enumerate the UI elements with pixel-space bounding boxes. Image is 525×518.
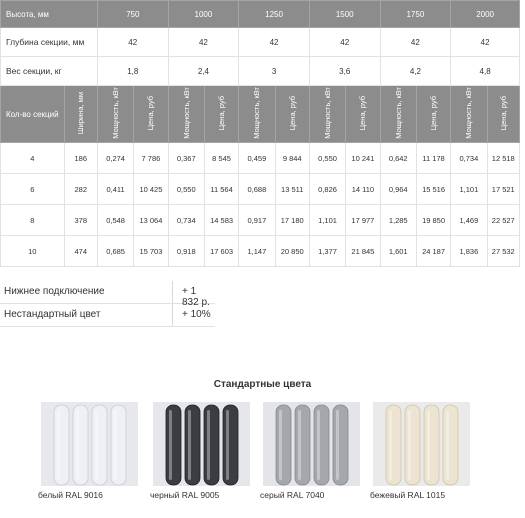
depth-value: 42 (380, 28, 451, 57)
table-row (1, 236, 520, 267)
price-cell: 8 545 (204, 143, 238, 174)
height-750: 750 (97, 1, 168, 28)
power-header: Мощность, кВт (97, 86, 133, 143)
sections-cell: 4 (1, 143, 65, 174)
extra-value: + 10% (182, 309, 211, 320)
sections-cell: 8 (1, 205, 65, 236)
table-row (1, 174, 520, 205)
height-1750: 1750 (380, 1, 451, 28)
price-cell: 24 187 (416, 236, 450, 267)
section-highlight (207, 410, 210, 480)
power-cell: 1,101 (309, 205, 345, 236)
power-header: Мощность, кВт (168, 86, 204, 143)
radiator-section (111, 405, 126, 485)
radiator-section (185, 405, 200, 485)
height-1000: 1000 (168, 1, 239, 28)
power-cell: 0,411 (97, 174, 133, 205)
power-cell: 0,459 (239, 143, 275, 174)
sections-header: Кол-во секций (1, 86, 65, 143)
colors-title: Стандартные цвета (213, 379, 312, 390)
extras-list (0, 281, 215, 327)
depth-value: 42 (168, 28, 239, 57)
swatch-label: серый RAL 7040 (260, 490, 325, 500)
price-cell: 11 178 (416, 143, 450, 174)
price-cell: 27 532 (487, 236, 519, 267)
section-highlight (95, 410, 98, 480)
radiator-section (276, 405, 291, 485)
power-cell: 1,601 (380, 236, 416, 267)
price-cell: 20 850 (275, 236, 309, 267)
power-cell: 0,688 (239, 174, 275, 205)
sections-cell: 6 (1, 174, 65, 205)
radiator-image (41, 402, 138, 486)
height-2000: 2000 (451, 1, 520, 28)
price-header: Цена, руб (275, 86, 309, 143)
color-swatch (41, 402, 138, 486)
price-header: Цена, руб (134, 86, 168, 143)
price-cell: 9 844 (275, 143, 309, 174)
extra-row-bottom-connection (0, 281, 215, 308)
price-cell: 14 110 (346, 174, 380, 205)
weight-value: 2,4 (168, 57, 239, 86)
power-cell: 0,918 (168, 236, 204, 267)
extra-row-custom-color (0, 304, 215, 327)
radiator-section (405, 405, 420, 485)
power-cell: 1,147 (239, 236, 275, 267)
section-highlight (408, 410, 411, 480)
power-cell: 0,964 (380, 174, 416, 205)
power-cell: 0,274 (97, 143, 133, 174)
height-row (1, 1, 520, 28)
price-cell: 17 521 (487, 174, 519, 205)
radiator-section (295, 405, 310, 485)
price-cell: 15 516 (416, 174, 450, 205)
sections-cell: 10 (1, 236, 65, 267)
width-cell: 474 (64, 236, 97, 267)
width-header: Ширина, мм (64, 86, 97, 143)
radiator-section (314, 405, 329, 485)
height-1250: 1250 (239, 1, 310, 28)
price-header: Цена, руб (204, 86, 238, 143)
price-cell: 10 425 (134, 174, 168, 205)
weight-value: 3,6 (309, 57, 380, 86)
section-highlight (226, 410, 229, 480)
depth-value: 42 (97, 28, 168, 57)
extra-value: + 1 832 р. (182, 286, 210, 308)
weight-value: 4,8 (451, 57, 520, 86)
extra-label: Нижнее подключение (4, 286, 105, 297)
extra-divider (172, 281, 173, 303)
section-highlight (389, 410, 392, 480)
width-cell: 282 (64, 174, 97, 205)
price-cell: 7 786 (134, 143, 168, 174)
width-cell: 186 (64, 143, 97, 174)
power-cell: 0,734 (451, 143, 487, 174)
power-cell: 1,285 (380, 205, 416, 236)
color-swatch (263, 402, 360, 486)
power-cell: 1,836 (451, 236, 487, 267)
section-highlight (188, 410, 191, 480)
power-cell: 0,917 (239, 205, 275, 236)
table-row (1, 205, 520, 236)
price-cell: 19 850 (416, 205, 450, 236)
swatch-label: белый RAL 9016 (38, 490, 103, 500)
price-cell: 14 583 (204, 205, 238, 236)
height-1500: 1500 (309, 1, 380, 28)
price-header: Цена, руб (416, 86, 450, 143)
radiator-section (386, 405, 401, 485)
power-cell: 1,101 (451, 174, 487, 205)
power-cell: 1,469 (451, 205, 487, 236)
price-cell: 22 527 (487, 205, 519, 236)
width-cell: 378 (64, 205, 97, 236)
power-cell: 0,642 (380, 143, 416, 174)
power-cell: 0,550 (168, 174, 204, 205)
power-header: Мощность, кВт (380, 86, 416, 143)
power-cell: 1,377 (309, 236, 345, 267)
radiator-section (223, 405, 238, 485)
price-cell: 15 703 (134, 236, 168, 267)
weight-row (1, 57, 520, 86)
price-cell: 21 845 (346, 236, 380, 267)
depth-value: 42 (239, 28, 310, 57)
weight-value: 1,8 (97, 57, 168, 86)
power-cell: 0,367 (168, 143, 204, 174)
depth-value: 42 (451, 28, 520, 57)
table-row (1, 143, 520, 174)
data-body (1, 143, 520, 267)
price-cell: 17 180 (275, 205, 309, 236)
radiator-section (333, 405, 348, 485)
color-swatch (373, 402, 470, 486)
price-header: Цена, руб (346, 86, 380, 143)
power-cell: 0,685 (97, 236, 133, 267)
swatch-label: бежевый RAL 1015 (370, 490, 446, 500)
section-highlight (427, 410, 430, 480)
section-highlight (446, 410, 449, 480)
price-cell: 12 518 (487, 143, 519, 174)
section-highlight (57, 410, 60, 480)
radiator-image (373, 402, 470, 486)
section-highlight (279, 410, 282, 480)
weight-label: Вес секции, кг (1, 57, 98, 86)
weight-value: 3 (239, 57, 310, 86)
radiator-section (73, 405, 88, 485)
section-highlight (336, 410, 339, 480)
price-cell: 10 241 (346, 143, 380, 174)
column-header-row (1, 86, 520, 143)
price-cell: 13 511 (275, 174, 309, 205)
color-swatch (153, 402, 250, 486)
price-header: Цена, руб (487, 86, 519, 143)
power-cell: 0,548 (97, 205, 133, 236)
price-cell: 17 977 (346, 205, 380, 236)
depth-value: 42 (309, 28, 380, 57)
power-header: Мощность, кВт (309, 86, 345, 143)
price-cell: 17 603 (204, 236, 238, 267)
section-highlight (169, 410, 172, 480)
extra-label: Нестандартный цвет (4, 309, 101, 320)
depth-row (1, 28, 520, 57)
power-cell: 0,550 (309, 143, 345, 174)
radiator-section (443, 405, 458, 485)
radiator-section (424, 405, 439, 485)
power-cell: 0,826 (309, 174, 345, 205)
radiator-image (153, 402, 250, 486)
radiator-section (92, 405, 107, 485)
section-highlight (76, 410, 79, 480)
radiator-image (263, 402, 360, 486)
power-header: Мощность, кВт (451, 86, 487, 143)
price-cell: 11 564 (204, 174, 238, 205)
section-highlight (298, 410, 301, 480)
section-highlight (114, 410, 117, 480)
radiator-section (204, 405, 219, 485)
radiator-section (54, 405, 69, 485)
depth-label: Глубина секции, мм (1, 28, 98, 57)
section-highlight (317, 410, 320, 480)
power-header: Мощность, кВт (239, 86, 275, 143)
height-label: Высота, мм (1, 1, 98, 28)
swatch-label: черный RAL 9005 (150, 490, 220, 500)
weight-value: 4,2 (380, 57, 451, 86)
radiator-section (166, 405, 181, 485)
extra-divider (172, 304, 173, 326)
power-cell: 0,734 (168, 205, 204, 236)
price-cell: 13 064 (134, 205, 168, 236)
